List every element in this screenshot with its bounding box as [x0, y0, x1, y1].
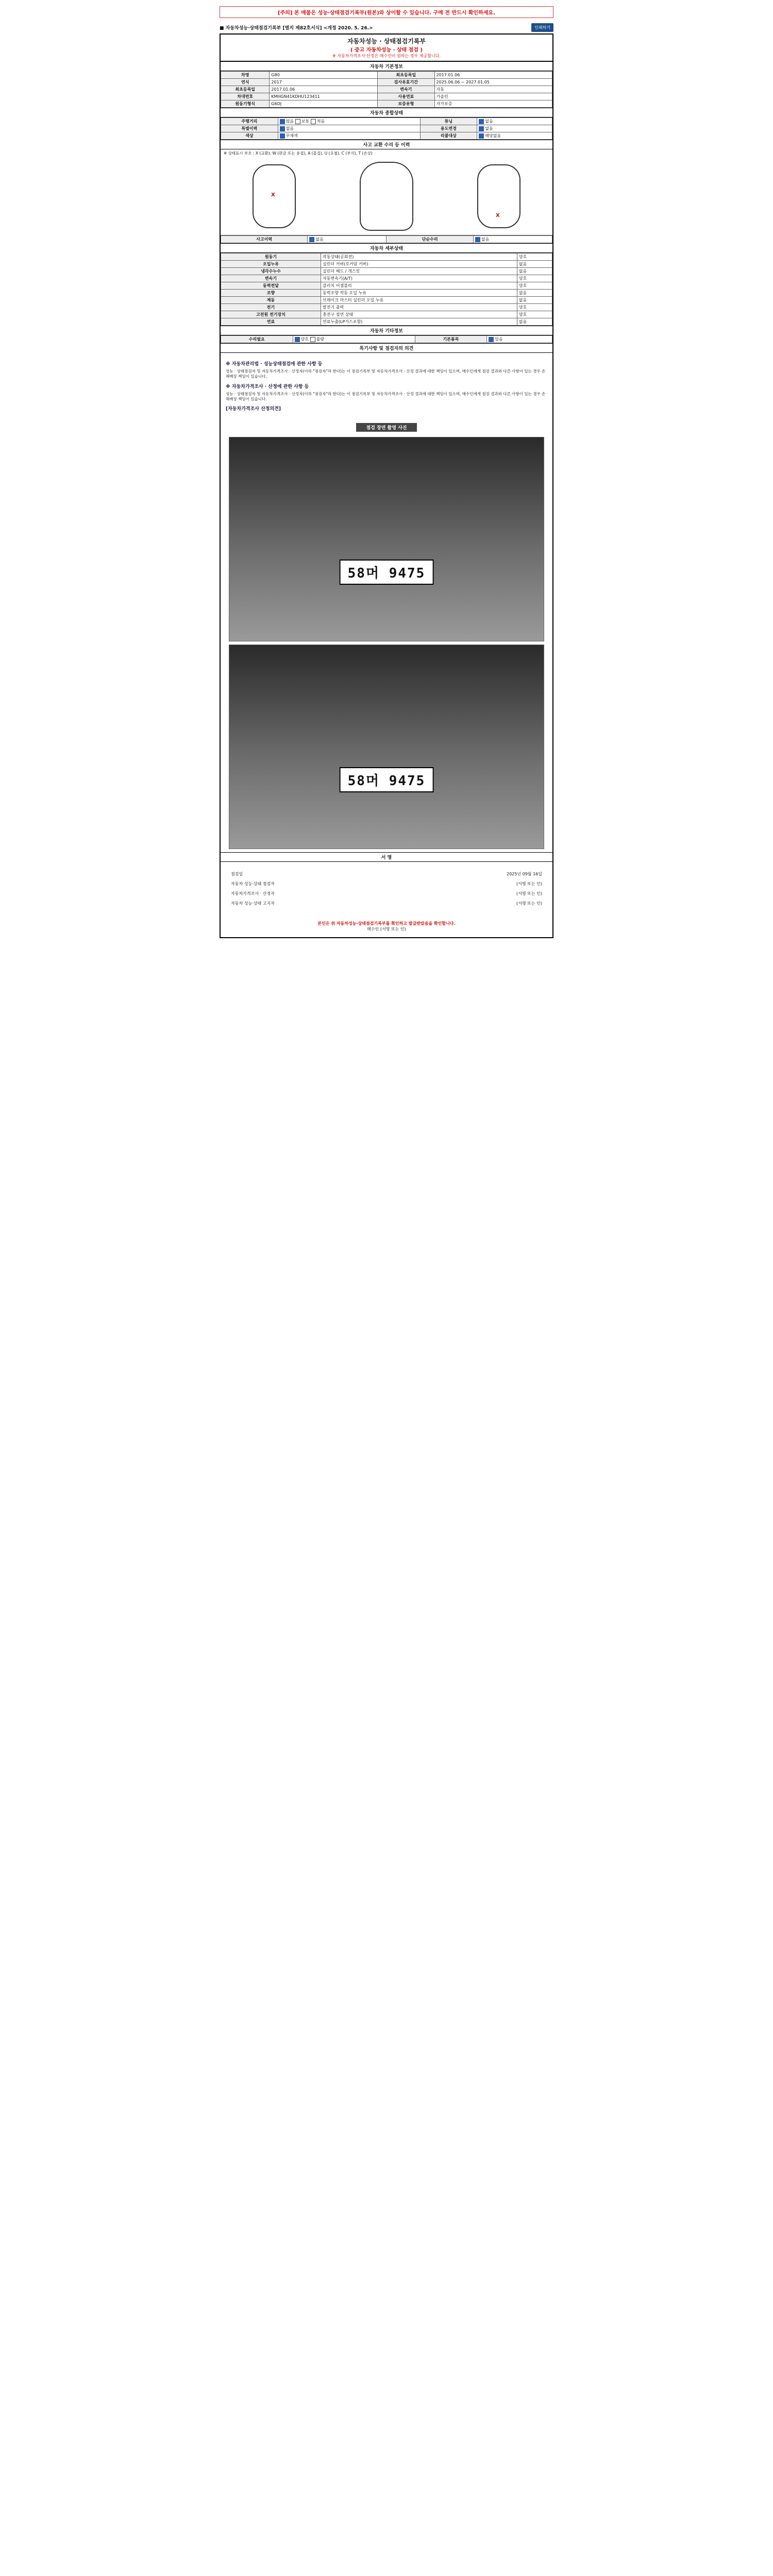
- detail-category: 고전원 전기장치: [221, 311, 321, 318]
- vehicle-left-view: X: [253, 164, 296, 228]
- detail-status-table: [221, 253, 552, 326]
- accident-label: 사고이력: [221, 236, 308, 243]
- print-button[interactable]: 인쇄하기: [531, 23, 553, 32]
- detail-item: 실린더 헤드 / 개스킷: [321, 268, 517, 275]
- field-label: 연식: [221, 79, 270, 86]
- detail-item: 실린더 커버(로커암 커버): [321, 261, 517, 268]
- section-detail-status: 자동차 세부상태: [221, 243, 552, 253]
- basic-info-row: [221, 100, 552, 108]
- footer-sign: 매수인 (서명 또는 인): [367, 927, 406, 932]
- detail-item: 작동상태(공회전): [321, 253, 517, 261]
- checkbox[interactable]: [295, 119, 300, 124]
- section-accident-history: 사고 교환 수리 등 이력: [221, 140, 552, 149]
- detail-item: 동력조향 작동 오일 누유: [321, 290, 517, 297]
- field-value: 2017.01.06: [434, 72, 552, 79]
- notes-paragraph: 성능 · 상태점검자 및 자동차가격조사 · 산정자(이하 "점검자"라 한다)는 이 점검기록부 및 자동차가격조사 · 산정 결과에 대한 책임이 있으며, 매수인에게 점검 결과와 다른 사항이 있는 경우 손해배상 책임이 있습니다.: [226, 391, 546, 401]
- checkbox[interactable]: [280, 119, 285, 124]
- detail-status: 양호: [517, 311, 552, 318]
- footer: [221, 916, 552, 937]
- detail-category: 동력전달: [221, 282, 321, 290]
- document-caption: ※ 자동차가격조사·산정은 매수인이 원하는 경우 제공합니다.: [332, 54, 441, 58]
- detail-status: 양호: [517, 282, 552, 290]
- checkbox[interactable]: [479, 133, 484, 139]
- form-title: ■ 자동차성능·상태점검기록부 [별지 제82호서식] <개정 2020. 5. 26.>: [220, 26, 373, 31]
- signature-row: 점검일 2025년 09월 16일: [231, 872, 542, 877]
- checkbox[interactable]: [280, 133, 285, 139]
- field-label: 변속기: [378, 86, 434, 93]
- rear-photo: [229, 645, 544, 849]
- license-plate: 58머 9475: [340, 560, 434, 585]
- detail-category: 조향: [221, 290, 321, 297]
- checkbox[interactable]: [309, 237, 314, 242]
- field-label: 사용연료: [378, 93, 434, 100]
- detail-category: 전기: [221, 304, 321, 311]
- checkbox[interactable]: [280, 126, 285, 131]
- basic-info-table: [221, 71, 552, 108]
- notes-heading-3: [자동차가격조사 산정의견]: [226, 406, 281, 412]
- title-bar: [220, 23, 553, 32]
- basic-info-row: [221, 86, 552, 93]
- field-label: 차명: [221, 72, 270, 79]
- section-signature: 서 명: [221, 852, 552, 862]
- notes-block: [221, 353, 552, 418]
- checkbox[interactable]: [311, 119, 316, 124]
- field-value: G6DJ: [270, 100, 378, 108]
- license-plate: 58머 9475: [340, 767, 434, 792]
- basic-info-row: [221, 93, 552, 100]
- detail-row: [221, 253, 552, 261]
- detail-item: 발전기 출력: [321, 304, 517, 311]
- detail-row: [221, 318, 552, 326]
- footer-text: 본인은 위 자동차성능·상태점검기록부를 확인하고 발급받았음을 확인합니다.: [317, 921, 456, 926]
- detail-category: 냉각수누수: [221, 268, 321, 275]
- checkbox[interactable]: [489, 337, 494, 342]
- vehicle-top-view: [360, 162, 413, 231]
- detail-category: 제동: [221, 297, 321, 304]
- field-value: 자동: [434, 86, 552, 93]
- detail-item: 자동변속기(A/T): [321, 275, 517, 282]
- photos-section: [221, 418, 552, 849]
- basic-info-row: [221, 79, 552, 86]
- document-subtitle: ( 중고 자동차성능 · 상태 점검 ): [350, 47, 423, 53]
- other-info-table: 수리필요 양호 불량 기본품목 있음: [221, 335, 552, 343]
- detail-category: 변속기: [221, 275, 321, 282]
- section-basic-info: 자동차 기본정보: [221, 61, 552, 71]
- repair-value: 없음: [481, 237, 490, 242]
- field-label: 차대번호: [221, 93, 270, 100]
- notes-paragraph: 성능 · 상태점검자 및 자동차가격조사 · 산정자(이하 "점검자"라 한다)는 이 점검기록부 및 자동차가격조사 · 산정 결과에 대한 책임이 있으며, 매수인에게 점검 결과와 다른 사항이 있는 경우 손해배상 책임이 있습니다.: [226, 369, 546, 379]
- detail-row: [221, 275, 552, 282]
- document-title-block: [221, 35, 552, 61]
- detail-status: 없음: [517, 261, 552, 268]
- detail-row: [221, 297, 552, 304]
- detail-row: [221, 311, 552, 318]
- signature-block: [221, 862, 552, 916]
- field-value: 2017.01.06: [270, 86, 378, 93]
- detail-item: 연료누출(LP가스포함): [321, 318, 517, 326]
- detail-item: 클러치 어셈블리: [321, 282, 517, 290]
- detail-status: 양호: [517, 275, 552, 282]
- detail-row: [221, 290, 552, 297]
- repair-label: 단순수리: [386, 236, 473, 243]
- detail-status: 없음: [517, 318, 552, 326]
- field-value: 2025.06.06 ~ 2027.01.05: [434, 79, 552, 86]
- detail-category: 원동기: [221, 253, 321, 261]
- checkbox[interactable]: [479, 119, 484, 124]
- detail-category: 연료: [221, 318, 321, 326]
- field-label: 최초등록일: [378, 72, 434, 79]
- signature-row: 자동차 성능·상태 고지자 (서명 또는 인): [231, 901, 542, 906]
- detail-item: 브레이크 마스터 실린더 오일 누유: [321, 297, 517, 304]
- vehicle-diagram: [221, 158, 552, 235]
- inspection-document: [220, 33, 553, 938]
- field-label: 검사유효기간: [378, 79, 434, 86]
- field-value: G80: [270, 72, 378, 79]
- field-value: 자가보증: [434, 100, 552, 108]
- status-legend: ※ 상태표시 부호 : X (교환), W (판금 또는 용접), A (흠집), U (요철), C (부식), T (손상): [224, 151, 373, 156]
- detail-category: 오일누유: [221, 261, 321, 268]
- detail-row: [221, 304, 552, 311]
- field-label: 원동기형식: [221, 100, 270, 108]
- detail-row: [221, 282, 552, 290]
- warning-notice: [주의] 본 매물은 성능·상태점검기록부(원본)와 상이할 수 있습니다. 구매 전 반드시 확인하세요.: [220, 6, 553, 18]
- field-value: 2017: [270, 79, 378, 86]
- detail-row: [221, 261, 552, 268]
- basic-info-row: [221, 72, 552, 79]
- field-label: 최초등록일: [221, 86, 270, 93]
- page: [220, 0, 553, 938]
- detail-status: 양호: [517, 253, 552, 261]
- checkbox[interactable]: [295, 337, 300, 342]
- section-special-notes: 특기사항 및 점검자의 의견: [221, 343, 552, 353]
- field-label: 보증유형: [378, 100, 434, 108]
- field-value: KMHGN41KDHU123411: [270, 93, 378, 100]
- checkbox[interactable]: [310, 337, 315, 342]
- field-value: 가솔린: [434, 93, 552, 100]
- photo-header: 점검 장면 촬영 사진: [356, 423, 417, 432]
- accident-summary-table: [221, 235, 552, 243]
- front-photo: [229, 437, 544, 641]
- detail-row: [221, 268, 552, 275]
- section-overall-status: 자동차 종합상태: [221, 108, 552, 117]
- overall-status-table: 주행거리 많음 보통 적음 튜닝 없음 특별이력 없음 용도변경 없음 색상 무채색 리콜대상 해당없음: [221, 117, 552, 140]
- section-other-info: 자동차 기타정보: [221, 326, 552, 335]
- checkbox[interactable]: [475, 237, 480, 242]
- detail-status: 없음: [517, 297, 552, 304]
- checkbox[interactable]: [479, 126, 484, 131]
- accident-value: 없음: [315, 237, 324, 242]
- detail-item: 충전구 절연 상태: [321, 311, 517, 318]
- signature-row: 자동차가격조사 · 산정자 (서명 또는 인): [231, 891, 542, 896]
- notes-heading-2: ※ 자동차가격조사 · 산정에 관한 사항 등: [226, 384, 309, 389]
- detail-status: 양호: [517, 304, 552, 311]
- notes-heading-1: ※ 자동차관리법 · 성능상태점검에 관한 사항 등: [226, 362, 323, 367]
- vehicle-right-view: X: [477, 164, 520, 228]
- detail-status: 없음: [517, 290, 552, 297]
- document-title: 자동차성능 · 상태점검기록부: [347, 38, 426, 45]
- signature-row: 자동차 성능·상태 점검자 (서명 또는 인): [231, 882, 542, 887]
- detail-status: 없음: [517, 268, 552, 275]
